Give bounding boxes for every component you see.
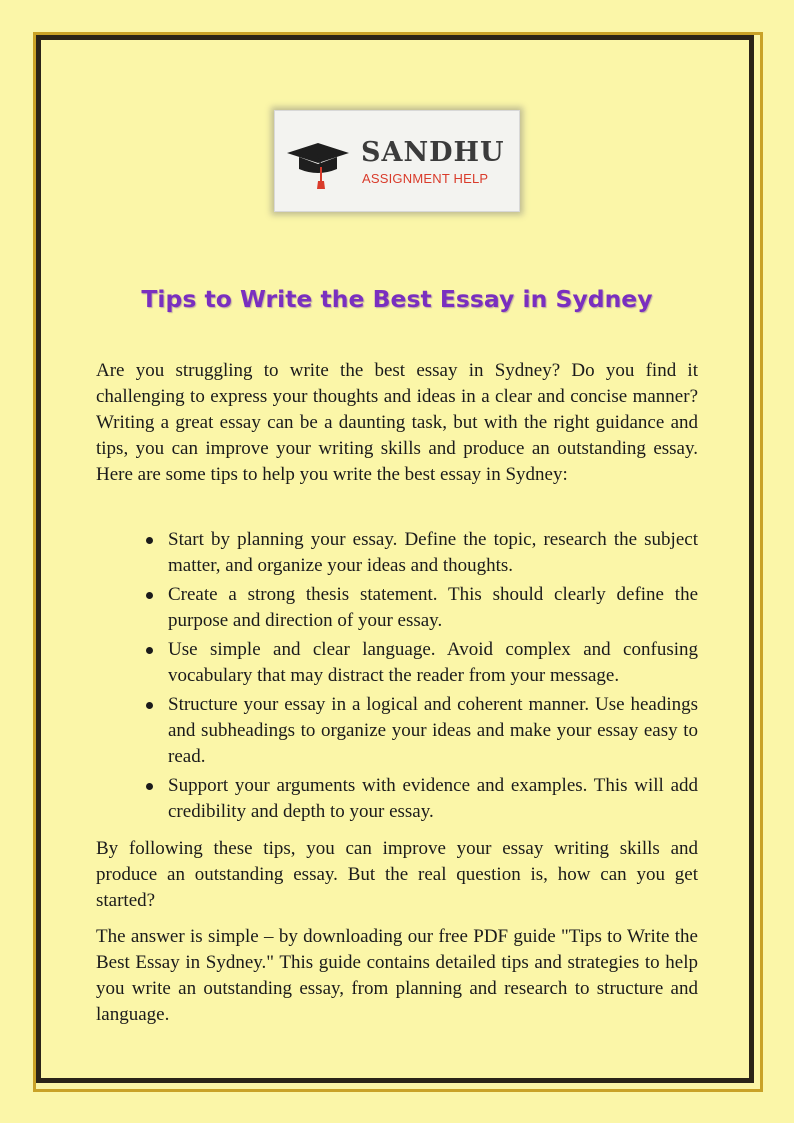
graduation-cap-icon <box>285 139 351 191</box>
intro-paragraph: Are you struggling to write the best essay in Sydney? Do you find it challenging to express your thoughts and ideas in a clear and concise manner? Writing a great essay can be a daunting task, but with the right guidance and tips, you can improve your writing skills and produce an outstanding essay. Here are some tips to help you write the best essay in Sydney: <box>96 360 698 485</box>
bullet-icon <box>146 537 153 544</box>
list-item <box>96 692 698 770</box>
logo-subtitle: ASSIGNMENT HELP <box>362 171 489 186</box>
bullet-icon <box>146 702 153 709</box>
list-item-text: Support your arguments with evidence and examples. This will add credibility and depth to your essay. <box>168 775 698 822</box>
list-item-text: Start by planning your essay. Define the topic, research the subject matter, and organize your ideas and thoughts. <box>168 529 698 576</box>
list-item <box>96 582 698 634</box>
list-item <box>96 637 698 689</box>
list-item <box>96 773 698 825</box>
follow-paragraph: By following these tips, you can improve your essay writing skills and produce an outstanding essay. But the real question is, how can you get started? <box>96 838 698 911</box>
answer-paragraph: The answer is simple – by downloading our free PDF guide "Tips to Write the Best Essay in Sydney." This guide contains detailed tips and strategies to help you write an outstanding essay, from planning and research to structure and language. <box>96 926 698 1025</box>
bullet-icon <box>146 592 153 599</box>
list-item <box>96 527 698 579</box>
bullet-icon <box>146 647 153 654</box>
list-item-text: Structure your essay in a logical and coherent manner. Use headings and subheadings to organize your ideas and make your essay easy to read. <box>168 694 698 767</box>
logo-name: SANDHU <box>361 137 505 168</box>
list-item-text: Use simple and clear language. Avoid complex and confusing vocabulary that may distract the reader from your message. <box>168 639 698 686</box>
document-title: Tips to Write the Best Essay in Sydney <box>141 285 653 313</box>
bullet-icon <box>146 783 153 790</box>
company-logo <box>274 110 520 212</box>
list-item-text: Create a strong thesis statement. This should clearly define the purpose and direction of your essay. <box>168 584 698 631</box>
tips-list <box>96 527 698 828</box>
